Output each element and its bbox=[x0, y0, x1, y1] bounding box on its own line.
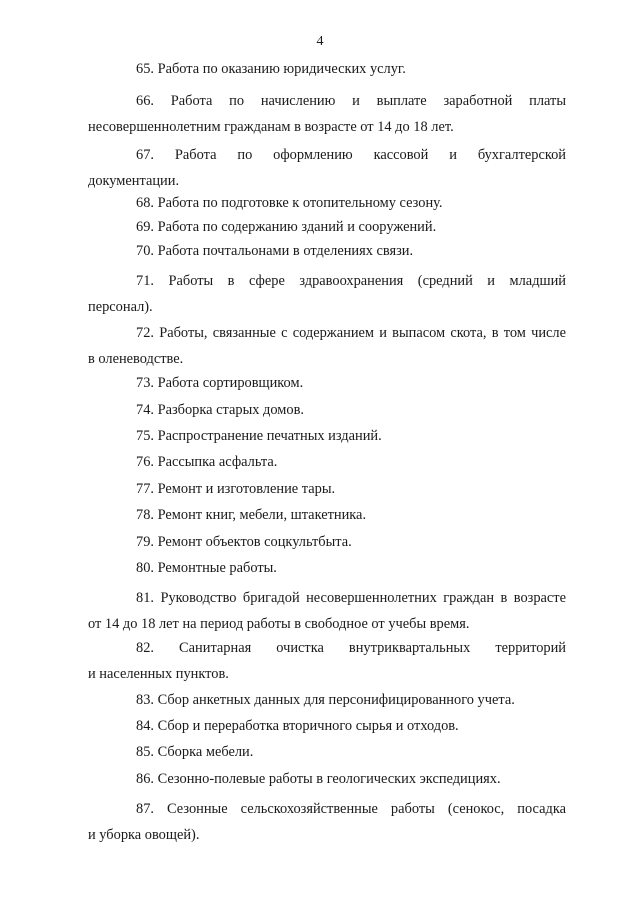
item-line2: персонал). bbox=[88, 299, 153, 315]
item-text: 74. Разборка старых домов. bbox=[136, 402, 304, 418]
list-item-67 bbox=[88, 142, 566, 194]
list-item-79 bbox=[88, 529, 566, 555]
list-item-82 bbox=[88, 635, 566, 687]
item-line2: и населенных пунктов. bbox=[88, 666, 229, 682]
list-item-74 bbox=[88, 397, 566, 423]
item-text: 79. Ремонт объектов соцкультбыта. bbox=[136, 534, 352, 550]
list-item-68 bbox=[88, 190, 566, 216]
list-item-87 bbox=[88, 796, 566, 848]
item-line1: 71. Работы в сфере здравоохранения (средний и младший bbox=[136, 273, 566, 289]
list-item-75 bbox=[88, 423, 566, 449]
item-text: 86. Сезонно-полевые работы в геологических экспедициях. bbox=[136, 771, 501, 787]
item-line2: несовершеннолетним гражданам в возрасте от 14 до 18 лет. bbox=[88, 119, 454, 135]
list-item-84 bbox=[88, 713, 566, 739]
item-line2: от 14 до 18 лет на период работы в свободное от учебы время. bbox=[88, 616, 470, 632]
item-line1: 82. Санитарная очистка внутриквартальных территорий bbox=[136, 640, 566, 656]
list-item-77 bbox=[88, 476, 566, 502]
item-text: 69. Работа по содержанию зданий и сооружений. bbox=[136, 219, 437, 235]
item-line1: 67. Работа по оформлению кассовой и бухгалтерской bbox=[136, 147, 566, 163]
list-item-71 bbox=[88, 268, 566, 320]
list-item-65 bbox=[88, 56, 566, 82]
item-text: 78. Ремонт книг, мебели, штакетника. bbox=[136, 507, 367, 523]
list-item-76 bbox=[88, 449, 566, 475]
item-text: 76. Рассыпка асфальта. bbox=[136, 454, 278, 470]
item-text: 83. Сбор анкетных данных для персонифицированного учета. bbox=[136, 692, 515, 708]
list-item-85 bbox=[88, 739, 566, 765]
item-text: 84. Сбор и переработка вторичного сырья и отходов. bbox=[136, 718, 459, 734]
item-line2: в оленеводстве. bbox=[88, 351, 184, 367]
list-item-72 bbox=[88, 320, 566, 372]
list-item-83 bbox=[88, 687, 566, 713]
item-line2: и уборка овощей). bbox=[88, 827, 200, 843]
item-line1: 87. Сезонные сельскохозяйственные работы (сенокос, посадка bbox=[136, 801, 566, 817]
item-line1: 66. Работа по начислению и выплате заработной платы bbox=[136, 93, 566, 109]
list-item-73 bbox=[88, 370, 566, 396]
list-item-78 bbox=[88, 502, 566, 528]
list-item-70 bbox=[88, 238, 566, 264]
item-text: 73. Работа сортировщиком. bbox=[136, 375, 304, 391]
item-text: 77. Ремонт и изготовление тары. bbox=[136, 481, 336, 497]
list-item-86 bbox=[88, 766, 566, 792]
list-item-80 bbox=[88, 555, 566, 581]
list-item-69 bbox=[88, 214, 566, 240]
item-text: 75. Распространение печатных изданий. bbox=[136, 428, 382, 444]
item-text: 85. Сборка мебели. bbox=[136, 744, 254, 760]
list-item-81 bbox=[88, 585, 566, 637]
item-text: 70. Работа почтальонами в отделениях связи. bbox=[136, 243, 414, 259]
item-line1: 72. Работы, связанные с содержанием и выпасом скота, в том числе bbox=[136, 325, 566, 341]
item-text: 80. Ремонтные работы. bbox=[136, 560, 277, 576]
item-text: 68. Работа по подготовке к отопительному сезону. bbox=[136, 195, 443, 211]
item-line1: 81. Руководство бригадой несовершеннолетних граждан в возрасте bbox=[136, 590, 566, 606]
page-number: 4 bbox=[316, 34, 324, 49]
item-line2: документации. bbox=[88, 173, 180, 189]
list-item-66 bbox=[88, 88, 566, 140]
item-text: 65. Работа по оказанию юридических услуг. bbox=[136, 61, 406, 77]
